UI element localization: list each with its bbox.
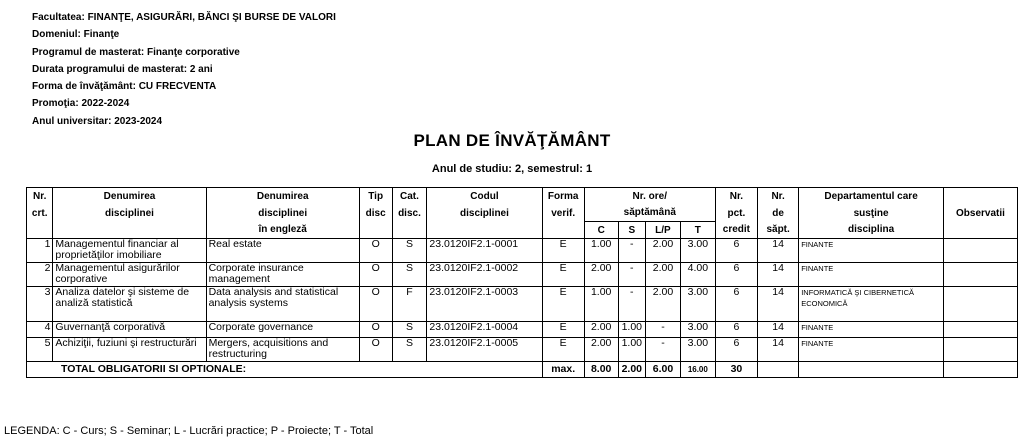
cell-cat: S bbox=[392, 338, 427, 362]
col-codul-2: disciplinei bbox=[427, 205, 542, 222]
table-row bbox=[27, 338, 1018, 362]
total-row bbox=[27, 362, 1018, 378]
cell-lp: - bbox=[646, 322, 681, 338]
total-dept bbox=[799, 362, 944, 378]
legend: LEGENDA: C - Curs; S - Seminar; L - Lucrări practice; P - Proiecte; T - Total bbox=[4, 425, 374, 437]
domain-line: Domeniul: Finanţe bbox=[32, 29, 120, 41]
cell-cod: 23.0120IF2.1-0002 bbox=[427, 263, 542, 287]
cell-credit: 6 bbox=[715, 287, 757, 322]
header-info bbox=[32, 9, 336, 130]
col-forma-3 bbox=[542, 222, 584, 239]
cell-forma: E bbox=[542, 338, 584, 362]
cell-sapt: 14 bbox=[758, 263, 799, 287]
cell-lp: 2.00 bbox=[646, 287, 681, 322]
cell-c: 1.00 bbox=[584, 239, 618, 263]
table-header bbox=[27, 188, 1018, 239]
col-tip-2: disc bbox=[359, 205, 392, 222]
cell-lp: - bbox=[646, 338, 681, 362]
cell-cod: 23.0120IF2.1-0005 bbox=[427, 338, 542, 362]
cell-obs bbox=[943, 263, 1017, 287]
col-forma: Forma bbox=[542, 188, 584, 205]
col-observatii-label: Observatii bbox=[943, 205, 1017, 222]
cell-cat: S bbox=[392, 322, 427, 338]
col-codul-3 bbox=[427, 222, 542, 239]
col-denumirea-en-2: disciplinei bbox=[206, 205, 359, 222]
col-denumirea: Denumirea bbox=[53, 188, 206, 205]
cell-lp: 2.00 bbox=[646, 239, 681, 263]
cell-tip: O bbox=[359, 338, 392, 362]
table-body bbox=[27, 239, 1018, 378]
col-cat-2: disc. bbox=[392, 205, 427, 222]
col-lp: L/P bbox=[646, 222, 681, 239]
col-codul: Codul bbox=[427, 188, 542, 205]
cell-tip: O bbox=[359, 239, 392, 263]
cell-dept: FINANTE bbox=[799, 338, 944, 362]
col-denumirea-3 bbox=[53, 222, 206, 239]
cell-name-en: Data analysis and statistical analysis systems bbox=[206, 287, 359, 322]
cell-name: Guvernanţă corporativă bbox=[53, 322, 206, 338]
cell-credit: 6 bbox=[715, 338, 757, 362]
study-form-line: Forma de învăţământ: CU FRECVENTA bbox=[32, 81, 217, 93]
col-credit-2: pct. bbox=[715, 205, 757, 222]
cell-s: 1.00 bbox=[618, 338, 645, 362]
col-credit: Nr. bbox=[715, 188, 757, 205]
col-cat: Cat. bbox=[392, 188, 427, 205]
cell-cat: S bbox=[392, 263, 427, 287]
table-row bbox=[27, 287, 1018, 322]
cell-cod: 23.0120IF2.1-0001 bbox=[427, 239, 542, 263]
total-obs bbox=[943, 362, 1017, 378]
cell-forma: E bbox=[542, 239, 584, 263]
cell-c: 2.00 bbox=[584, 338, 618, 362]
cell-s: - bbox=[618, 287, 645, 322]
cell-forma: E bbox=[542, 322, 584, 338]
cell-sapt: 14 bbox=[758, 287, 799, 322]
col-tip-3 bbox=[359, 222, 392, 239]
cell-credit: 6 bbox=[715, 263, 757, 287]
total-s: 2.00 bbox=[618, 362, 645, 378]
cell-nr: 1 bbox=[27, 239, 53, 263]
cell-t: 3.00 bbox=[680, 239, 715, 263]
cell-s: 1.00 bbox=[618, 322, 645, 338]
promotion-line: Promoţia: 2022-2024 bbox=[32, 98, 130, 110]
col-sapt-3: săpt. bbox=[758, 222, 799, 239]
col-nr-crt: Nr. bbox=[27, 188, 53, 205]
total-lp: 6.00 bbox=[646, 362, 681, 378]
col-forma-2: verif. bbox=[542, 205, 584, 222]
col-c: C bbox=[584, 222, 618, 239]
cell-dept: FINANTE bbox=[799, 322, 944, 338]
col-sapt: Nr. bbox=[758, 188, 799, 205]
col-credit-3: credit bbox=[715, 222, 757, 239]
col-denumirea-en: Denumirea bbox=[206, 188, 359, 205]
col-s: S bbox=[618, 222, 645, 239]
cell-tip: O bbox=[359, 263, 392, 287]
cell-dept: INFORMATICĂ ŞI CIBERNETICĂ ECONOMICĂ bbox=[799, 287, 944, 322]
col-t: T bbox=[680, 222, 715, 239]
col-ore-2: săptămână bbox=[584, 205, 715, 222]
cell-nr: 3 bbox=[27, 287, 53, 322]
table-row bbox=[27, 263, 1018, 287]
cell-forma: E bbox=[542, 287, 584, 322]
cell-obs bbox=[943, 287, 1017, 322]
col-observatii bbox=[943, 188, 1017, 205]
total-c: 8.00 bbox=[584, 362, 618, 378]
cell-nr: 5 bbox=[27, 338, 53, 362]
cell-name-en: Corporate insurance management bbox=[206, 263, 359, 287]
cell-c: 2.00 bbox=[584, 322, 618, 338]
cell-sapt: 14 bbox=[758, 239, 799, 263]
cell-name: Achiziţii, fuziuni şi restructurări bbox=[53, 338, 206, 362]
cell-dept: FINANTE bbox=[799, 239, 944, 263]
col-sapt-2: de bbox=[758, 205, 799, 222]
cell-s: - bbox=[618, 239, 645, 263]
col-tip: Tip bbox=[359, 188, 392, 205]
cell-name-en: Corporate governance bbox=[206, 322, 359, 338]
cell-obs bbox=[943, 322, 1017, 338]
cell-name: Managementul financiar al proprietăţilor imobiliare bbox=[53, 239, 206, 263]
total-max: max. bbox=[542, 362, 584, 378]
page-subtitle: Anul de studiu: 2, semestrul: 1 bbox=[431, 163, 593, 175]
col-dept-3: disciplina bbox=[799, 222, 944, 239]
cell-s: - bbox=[618, 263, 645, 287]
page-title: PLAN DE ÎNVĂŢĂMÂNT bbox=[413, 131, 611, 150]
cell-lp: 2.00 bbox=[646, 263, 681, 287]
cell-name: Managementul asigurărilor corporative bbox=[53, 263, 206, 287]
col-dept-2: susţine bbox=[799, 205, 944, 222]
curriculum-table bbox=[26, 187, 1018, 378]
cell-tip: O bbox=[359, 322, 392, 338]
col-cat-3 bbox=[392, 222, 427, 239]
cell-credit: 6 bbox=[715, 322, 757, 338]
cell-t: 3.00 bbox=[680, 287, 715, 322]
cell-tip: O bbox=[359, 287, 392, 322]
col-nr-crt-3 bbox=[27, 222, 53, 239]
cell-sapt: 14 bbox=[758, 322, 799, 338]
faculty-line: Facultatea: FINANŢE, ASIGURĂRI, BĂNCI ŞI BURSE DE VALORI bbox=[32, 12, 336, 23]
table-row bbox=[27, 322, 1018, 338]
col-nr-crt-2: crt. bbox=[27, 205, 53, 222]
col-denumirea-en-3: în engleză bbox=[206, 222, 359, 239]
cell-cod: 23.0120IF2.1-0003 bbox=[427, 287, 542, 322]
cell-obs bbox=[943, 239, 1017, 263]
cell-t: 3.00 bbox=[680, 338, 715, 362]
cell-nr: 4 bbox=[27, 322, 53, 338]
duration-line: Durata programului de masterat: 2 ani bbox=[32, 63, 213, 75]
cell-nr: 2 bbox=[27, 263, 53, 287]
col-denumirea-2: disciplinei bbox=[53, 205, 206, 222]
cell-c: 1.00 bbox=[584, 287, 618, 322]
cell-c: 2.00 bbox=[584, 263, 618, 287]
cell-cat: F bbox=[392, 287, 427, 322]
cell-cat: S bbox=[392, 239, 427, 263]
cell-name: Analiza datelor şi sisteme de analiză statistică bbox=[53, 287, 206, 322]
col-observatii-3 bbox=[943, 222, 1017, 239]
cell-dept: FINANTE bbox=[799, 263, 944, 287]
table-row bbox=[27, 239, 1018, 263]
cell-sapt: 14 bbox=[758, 338, 799, 362]
cell-credit: 6 bbox=[715, 239, 757, 263]
cell-obs bbox=[943, 338, 1017, 362]
cell-t: 3.00 bbox=[680, 322, 715, 338]
program-line: Programul de masterat: Finanţe corporative bbox=[32, 46, 240, 58]
total-t: 16.00 bbox=[680, 362, 715, 378]
total-label: TOTAL OBLIGATORII SI OPTIONALE: bbox=[27, 362, 543, 378]
cell-name-en: Mergers, acquisitions and restructuring bbox=[206, 338, 359, 362]
cell-forma: E bbox=[542, 263, 584, 287]
cell-cod: 23.0120IF2.1-0004 bbox=[427, 322, 542, 338]
cell-name-en: Real estate bbox=[206, 239, 359, 263]
total-sapt bbox=[758, 362, 799, 378]
col-dept: Departamentul care bbox=[799, 188, 944, 205]
col-ore: Nr. ore/ bbox=[584, 188, 715, 205]
academic-year-line: Anul universitar: 2023-2024 bbox=[32, 115, 163, 127]
total-credit: 30 bbox=[715, 362, 757, 378]
cell-t: 4.00 bbox=[680, 263, 715, 287]
